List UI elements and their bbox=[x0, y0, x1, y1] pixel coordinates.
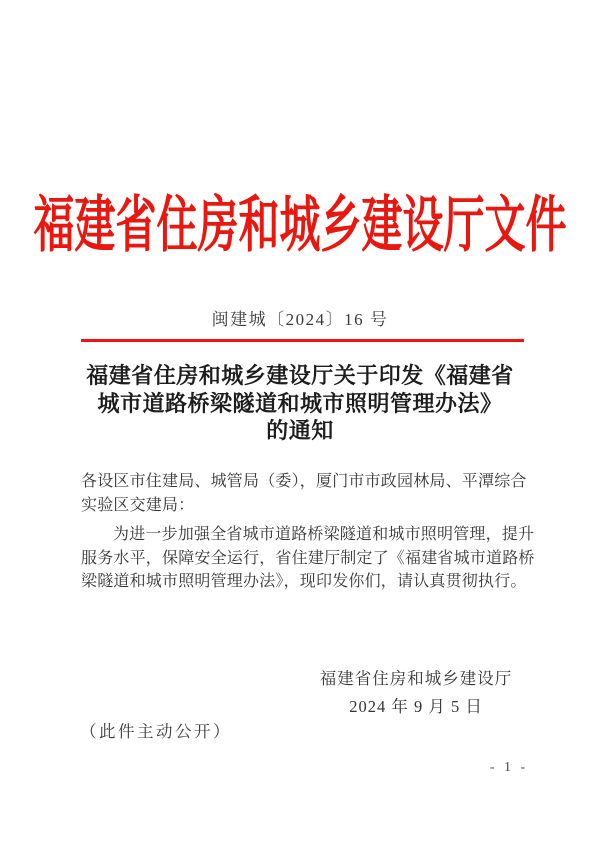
salutation-line: 实验区交建局： bbox=[81, 496, 195, 514]
page-number: - 1 - bbox=[489, 760, 529, 775]
disclosure-note: （此件主动公开） bbox=[80, 722, 232, 741]
notice-title-line-2: 城市道路桥梁隧道和城市照明管理办法》 bbox=[97, 390, 503, 416]
paragraph-line: 梁隧道和城市照明管理办法》，现印发你们，请认真贯彻执行。 bbox=[81, 573, 527, 590]
letterhead-title: 福建省住房和城乡建设厅文件 bbox=[33, 190, 567, 259]
salutation-line: 各设区市住建局、城管局（委），厦门市市政园林局、平潭综合 bbox=[81, 473, 527, 490]
notice-title bbox=[0, 362, 600, 445]
signature-date: 2024 年 9 月 5 日 bbox=[349, 697, 483, 716]
notice-title-line-1: 福建省住房和城乡建设厅关于印发《福建省 bbox=[86, 363, 514, 388]
document-number: 闽建城〔2024〕16 号 bbox=[211, 310, 389, 329]
notice-title-line-3: 的通知 bbox=[266, 418, 334, 443]
red-divider-rule bbox=[81, 339, 524, 342]
signature-block bbox=[318, 669, 514, 717]
paragraph-line: 为进一步加强全省城市道路桥梁隧道和城市照明管理，提升 bbox=[113, 526, 535, 543]
notice-body bbox=[81, 470, 535, 594]
paragraph-line: 服务水平，保障安全运行，省住建厅制定了《福建省城市道路桥 bbox=[81, 549, 535, 567]
signature-issuer: 福建省住房和城乡建设厅 bbox=[319, 669, 513, 688]
